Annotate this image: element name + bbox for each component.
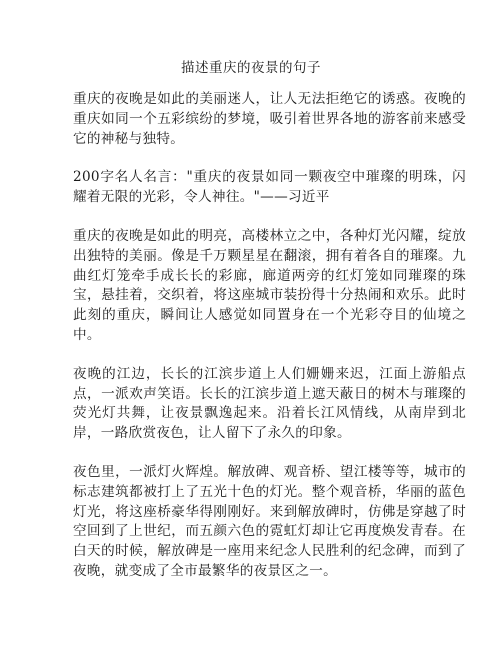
paragraph-landmarks: 夜色里，一派灯火辉煌。解放碑、观音桥、望江楼等等，城市的标志建筑都被打上了五光十色的灯光。整个观音桥，华丽的蓝色灯光，将这座桥豪华得刚刚好。来到解放碑时，仿佛是穿越了时空回到了上世纪，而五颜六色的霓虹灯却让它再度焕发青春。在白天的时候，解放碑是一座用来纪念人民胜利的纪念碑，而到了夜晚，就变成了全市最繁华的夜景区之一。 [73, 463, 466, 579]
paragraph-riverside: 夜晚的江边，长长的江滨步道上人们姗姗来迟，江面上游船点点，一派欢声笑语。长长的江滨步道上遮天蔽日的树木与璀璨的荧光灯共舞，让夜景飘逸起来。沿着长江风情线，从南岸到北岸，一路欣赏夜色，让人留下了永久的印象。 [73, 365, 466, 442]
paragraph-city-lights: 重庆的夜晚是如此的明亮，高楼林立之中，各种灯光闪耀，绽放出独特的美丽。像是千万颗星星在翻滚，拥有着各自的璀璨。九曲红灯笼牵手成长长的彩廊，廊道两旁的红灯笼如同璀璨的珠宝，悬挂着，交织着，将这座城市装扮得十分热闹和欢乐。此时此刻的重庆，瞬间让人感觉如同置身在一个光彩夺目的仙境之中。 [73, 227, 466, 343]
document-title: 描述重庆的夜景的句子 [181, 60, 321, 76]
paragraph-quote: 200字名人名言："重庆的夜景如同一颗夜空中璀璨的明珠，闪耀着无限的光彩，令人神往。"——习近平 [73, 169, 466, 206]
paragraph-intro: 重庆的夜晚是如此的美丽迷人，让人无法拒绝它的诱惑。夜晚的重庆如同一个五彩缤纷的梦境，吸引着世界各地的游客前来感受它的神秘与独特。 [73, 91, 466, 147]
